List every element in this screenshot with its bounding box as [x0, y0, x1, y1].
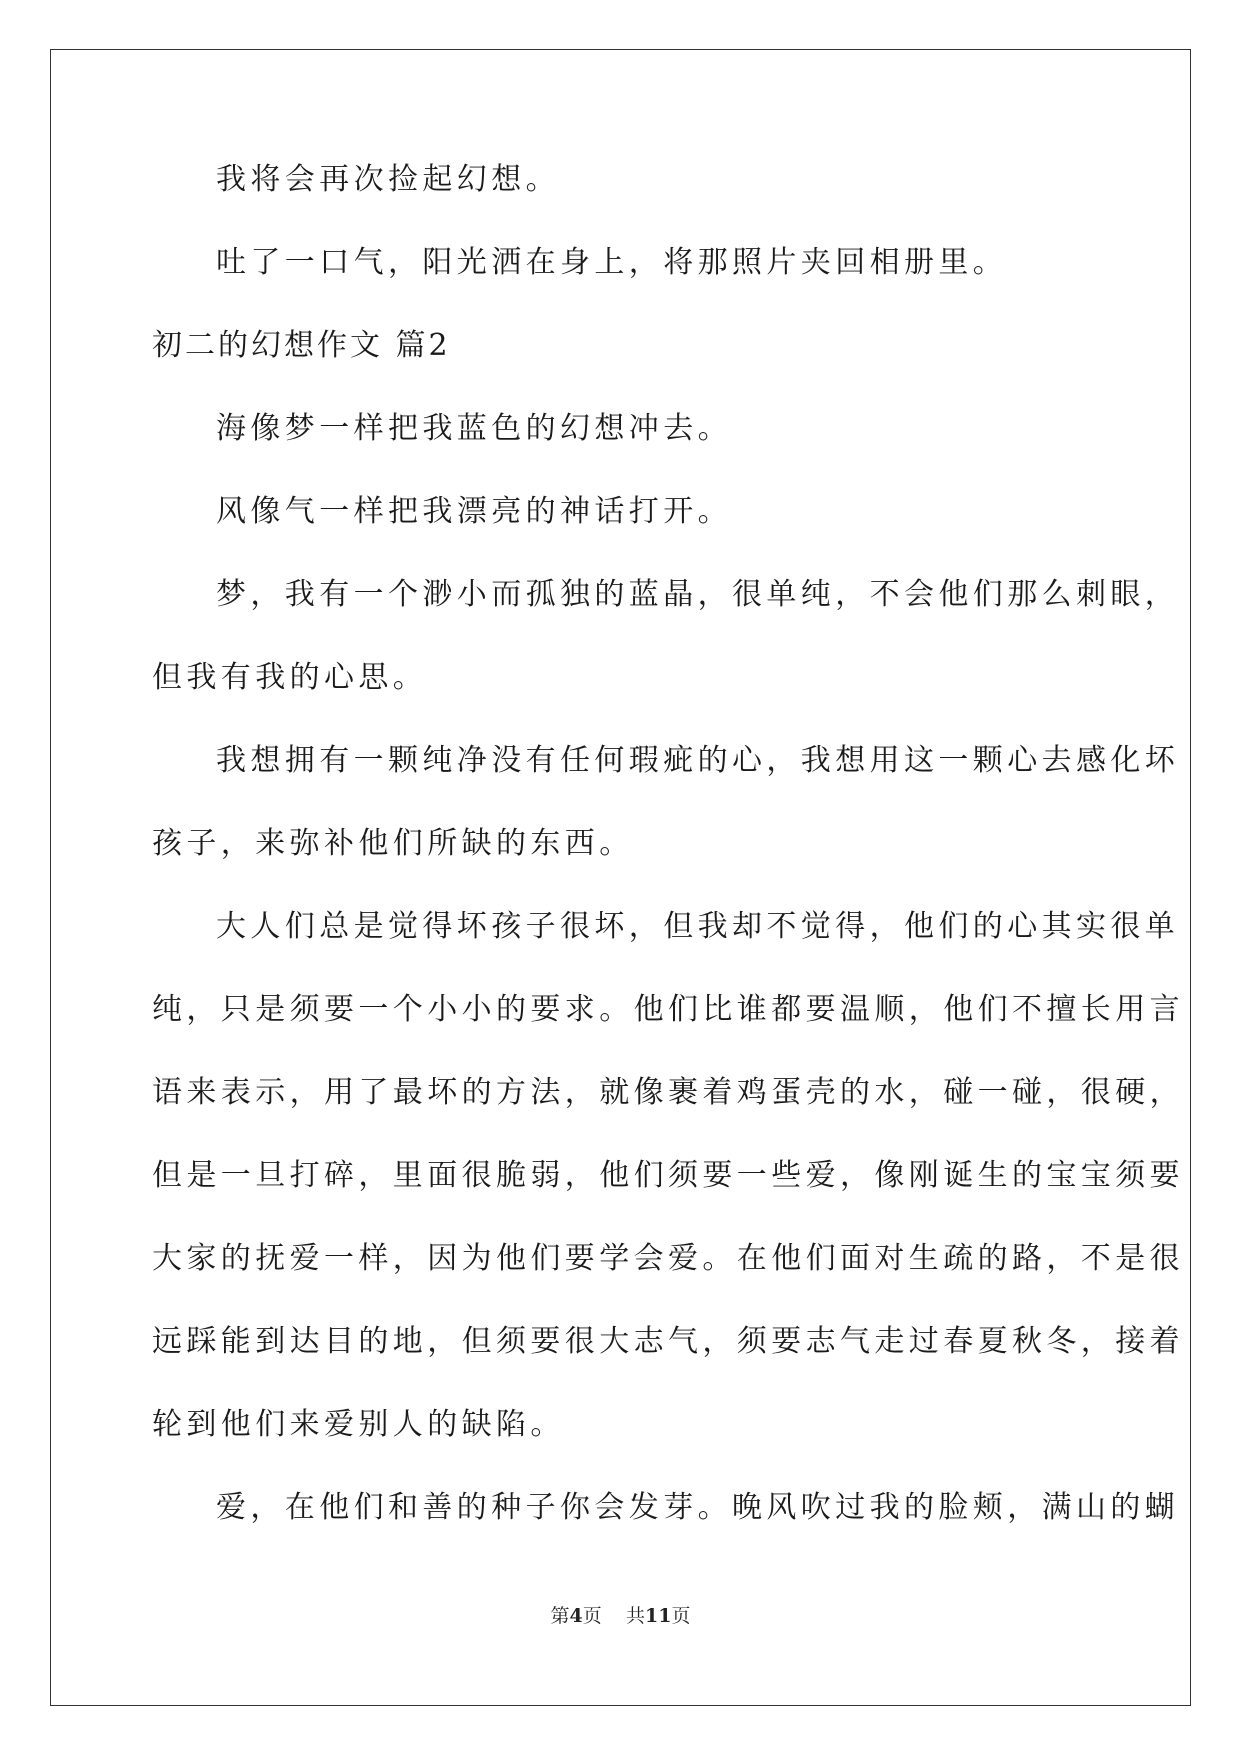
- paragraph-line: 我想拥有一颗纯净没有任何瑕疵的心，我想用这一颗心去感化坏: [216, 743, 1180, 778]
- paragraph-line: 轮到他们来爱别人的缺陷。: [152, 1407, 565, 1442]
- total-suffix: 页: [671, 1605, 691, 1627]
- paragraph-line: 海像梦一样把我蓝色的幻想冲去。: [216, 411, 732, 446]
- paragraph-line: 语来表示，用了最坏的方法，就像裹着鸡蛋壳的水，碰一碰，很硬，: [152, 1075, 1184, 1110]
- paragraph-line: 远踩能到达目的地，但须要很大志气，须要志气走过春夏秋冬，接着: [152, 1324, 1184, 1359]
- paragraph-line: 大人们总是觉得坏孩子很坏，但我却不觉得，他们的心其实很单: [216, 909, 1180, 944]
- total-pages: 11: [644, 1605, 672, 1627]
- paragraph-line: 但我有我的心思。: [152, 660, 428, 695]
- page-prefix: 第: [550, 1605, 570, 1627]
- paragraph-line: 梦，我有一个渺小而孤独的蓝晶，很单纯，不会他们那么刺眼，: [216, 577, 1180, 612]
- page-suffix: 页: [582, 1605, 602, 1627]
- paragraph-line: 爱，在他们和善的种子你会发芽。晚风吹过我的脸颊，满山的蝴: [216, 1490, 1180, 1525]
- document-body: [152, 162, 1184, 1525]
- section-heading: 初二的幻想作文 篇2: [152, 328, 451, 363]
- total-prefix: 共: [625, 1605, 645, 1627]
- page-number: 4: [569, 1605, 583, 1627]
- paragraph-line: 我将会再次捡起幻想。: [216, 162, 560, 197]
- paragraph-line: 风像气一样把我漂亮的神话打开。: [216, 494, 732, 529]
- paragraph-line: 纯，只是须要一个小小的要求。他们比谁都要温顺，他们不擅长用言: [152, 992, 1184, 1027]
- page-footer: [0, 1606, 1241, 1626]
- paragraph-line: 大家的抚爱一样，因为他们要学会爱。在他们面对生疏的路，不是很: [152, 1241, 1184, 1276]
- paragraph-line: 但是一旦打碎，里面很脆弱，他们须要一些爱，像刚诞生的宝宝须要: [152, 1158, 1184, 1193]
- paragraph-line: 吐了一口气，阳光洒在身上，将那照片夹回相册里。: [216, 245, 1008, 280]
- paragraph-line: 孩子，来弥补他们所缺的东西。: [152, 826, 634, 861]
